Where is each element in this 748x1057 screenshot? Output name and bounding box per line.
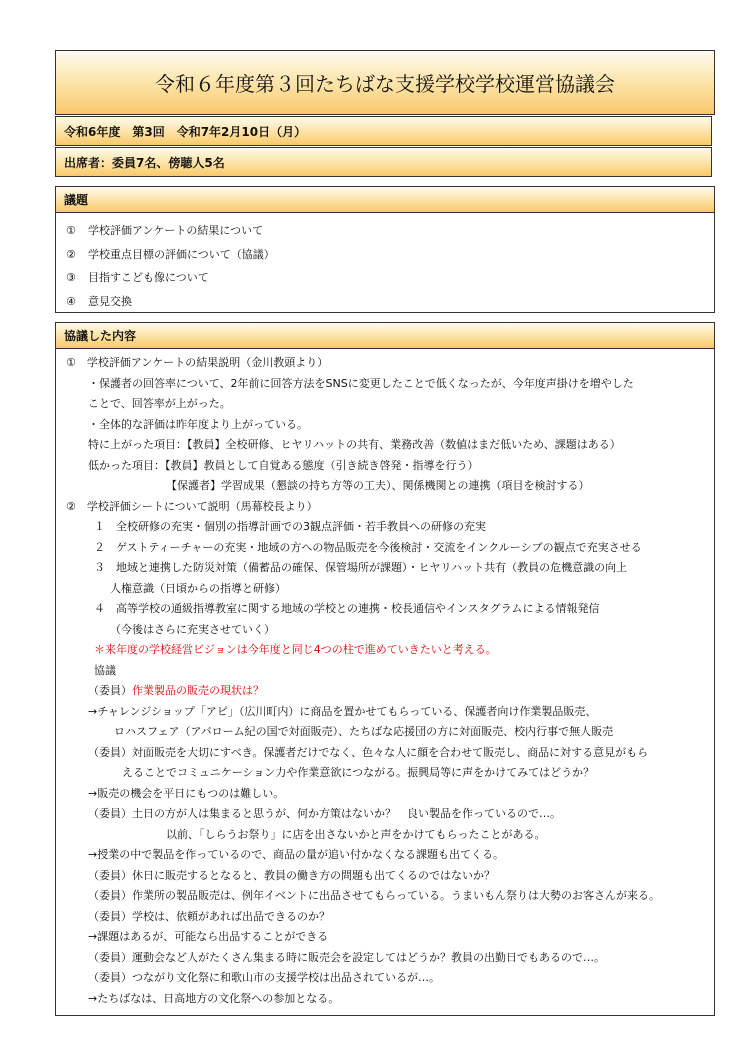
agenda-item [66,243,714,267]
discussion-line-text: （委員）対面販売を大切にすべき。保護者だけでなく、色々な人に顔を合わせて販売し、商品に対する意見がもら [88,745,649,759]
discussion-line [66,476,714,497]
agenda-item-number: ③ [66,271,76,284]
discussion-line [66,886,714,907]
discussion-line-text: →たちばなは、日高地方の文化祭への参加となる。 [88,991,340,1005]
discussion-line-text: （委員）作業所の製品販売は、例年イベントに出品させてもらっている。うまいもん祭りは大勢のお客さんが来る。 [88,889,660,902]
discussion-line [66,538,714,559]
discussion-line-text: 特に上がった項目：【教員】全校研修、ヒヤリハットの共有、業務改善（数値はまだ低いため、課題はある） [88,438,621,451]
discussion-line [66,517,714,538]
meeting-date-text: 令和6年度 第3回 令和7年2月10日（月） [64,124,307,139]
discussion-line [66,620,714,641]
agenda-heading-text: 議題 [64,193,89,207]
discussion-line [66,558,714,579]
discussion-line-text: （委員）学校は、依頼があれば出品できるのか？ [88,909,330,923]
discussion-line-text: ことで、回答率が上がった。 [88,397,231,410]
discussion-line [66,661,714,682]
discussion-line-text: ① 学校評価アンケートの結果説明（金川教頭より） [66,356,329,369]
discussion-line [66,804,714,825]
agenda-list [56,213,714,313]
attendees-bar [55,147,712,177]
discussion-line-text: ２ ゲストティーチャーの充実・地域の方への物品販売を今後検討・交流をインクルーシブの観点で充実させる [94,540,642,554]
discussion-line [66,702,714,723]
discussion-line-text: （委員）つながり文化祭に和歌山市の支援学校は出品されているが…。 [88,971,440,984]
discussion-line [66,374,714,395]
agenda-item [66,290,714,314]
discussion-line-text: （委員）土日の方が人は集まると思うが、何か方策はないか？ 良い製品を作っているので…。 [88,807,561,820]
attendees-text: 出席者：委員7名、傍聴人5名 [64,155,225,170]
discussion-line-text: →チャレンジショップ「アピ」（広川町内）に商品を置かせてもらっている、保護者向け作業製品販売、 [88,704,597,718]
discussion-line [66,394,714,415]
discussion-line [66,640,714,661]
agenda-section [55,186,715,313]
discussion-line [66,927,714,948]
discussion-line-text: えることでコミュニケーション力や作業意欲につながる。振興局等に声をかけてみてはどうか？ [122,766,595,779]
agenda-item-number: ② [66,247,76,261]
discussion-line-text: ② 学校評価シートについて説明（馬幕校長より） [66,499,318,513]
discussion-line-text: →課題はあるが、可能なら出品することができる [88,930,329,943]
discussion-line [66,681,714,702]
page-title-text: 令和６年度第３回たちばな支援学校学校運営協議会 [155,72,615,96]
discussion-line [66,825,714,846]
discussion-line [66,968,714,989]
discussion-heading-text: 協議した内容 [64,329,137,343]
discussion-line [66,845,714,866]
discussion-line-text: （委員）運動会など人がたくさん集まる時に販売会を設定してはどうか？教員の出勤日でもあるので…。 [88,950,605,964]
discussion-line-text: （委員） [88,684,132,697]
discussion-content [56,349,714,1009]
discussion-line [66,948,714,969]
discussion-line-text: ・保護者の回答率について、2年前に回答方法をSNSに変更したことで低くなったが、今年度声掛けを増やした [88,376,634,390]
discussion-line [66,497,714,518]
discussion-line [66,353,714,374]
discussion-line-text: ロハスフェア（アバローム紀の国で対面販売）、たちばな応援団の方に対面販売、校内行事で無人販売 [114,725,614,738]
agenda-item [66,219,714,243]
page-title [55,50,715,115]
discussion-line-text: （委員）休日に販売するとなると、教員の働き方の問題も出てくるのではないか？ [88,868,495,882]
discussion-line [66,435,714,456]
discussion-line [66,866,714,887]
agenda-item-text: 学校評価アンケートの結果について [88,224,264,237]
agenda-item-text: 目指すこども像について [88,271,209,284]
agenda-item-text: 意見交換 [88,294,132,308]
agenda-item [66,266,714,290]
discussion-line-text: ４ 高等学校の通級指導教室に関する地域の学校との連携・校長通信やインスタグラムによる情報発信 [94,602,600,615]
discussion-line [66,743,714,764]
discussion-line-text: 以前、「しらうお祭り」に店を出さないかと声をかけてもらったことがある。 [166,827,546,841]
discussion-line [66,763,714,784]
discussion-line-text: 人権意識（日頃からの指導と研修） [110,581,286,595]
discussion-line-text: →授業の中で製品を作っているので、商品の量が追い付かなくなる課題も出てくる。 [88,848,504,861]
agenda-item-text: 学校重点目標の評価について（協議） [88,247,275,261]
discussion-line [66,784,714,805]
meeting-date-bar [55,116,712,146]
discussion-line [66,989,714,1010]
discussion-line-text: ・全体的な評価は昨年度より上がっている。 [88,417,308,431]
agenda-heading [56,187,714,213]
agenda-item-number: ① [66,224,76,237]
discussion-line-text: ３ 地域と連携した防災対策（備蓄品の確保、保管場所が課題）・ヒヤリハット共有（教員の危機意識の向上 [94,561,628,574]
discussion-line-text: 【保護者】学習成果（懇談の持ち方等の工夫）、関係機関との連携（項目を検討する） [166,479,590,492]
discussion-line [66,907,714,928]
discussion-line [66,415,714,436]
discussion-line-text: 協議 [94,663,116,677]
discussion-line-text: 低かった項目：【教員】教員として自覚ある態度（引き続き啓発・指導を行う） [88,458,479,472]
discussion-line [66,599,714,620]
discussion-line-text: ＊来年度の学校経営ビジョンは今年度と同じ4つの柱で進めていきたいと考える。 [94,643,497,656]
agenda-item-number: ④ [66,294,76,308]
discussion-line [66,579,714,600]
discussion-line-text: （今後はさらに充実させていく） [110,622,275,636]
discussion-line [66,456,714,477]
discussion-section [55,322,715,1016]
discussion-line-text: １ 全校研修の充実・個別の指導計画での3観点評価・若手教員への研修の充実 [94,520,486,533]
discussion-line-highlight: 作業製品の販売の現状は？ [132,684,264,697]
discussion-line-text: →販売の機会を平日にもつのは難しい。 [88,786,285,800]
discussion-heading [56,323,714,349]
discussion-line [66,722,714,743]
